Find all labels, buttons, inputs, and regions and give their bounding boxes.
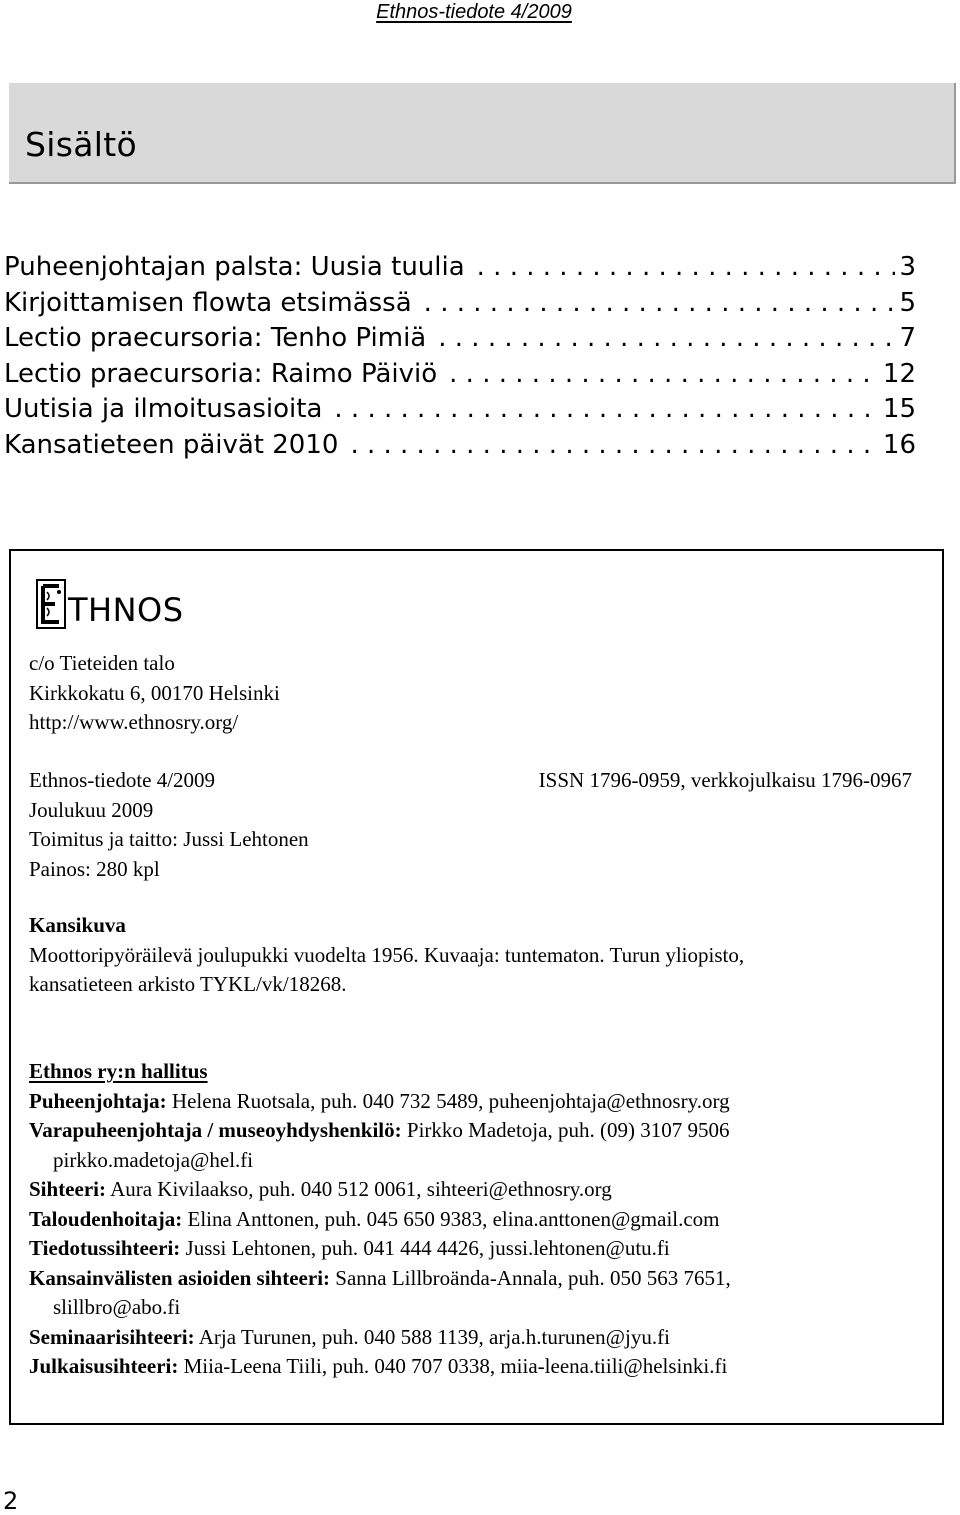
board-heading: Ethnos ry:n hallitus	[29, 1059, 208, 1083]
issn-line: ISSN 1796-0959, verkkojulkaisu 1796-0967	[538, 768, 912, 792]
toc-leader	[424, 286, 896, 322]
publication-info	[29, 766, 309, 884]
ethnos-logo-e-icon	[35, 578, 67, 630]
board-member: Puheenjohtaja: Helena Ruotsala, puh. 040 732 5489, puheenjohtaja@ethnosry.org	[29, 1088, 730, 1113]
board-list	[29, 1057, 929, 1382]
toc-leader	[449, 357, 879, 393]
board-member: Kansainvälisten asioiden sihteeri: Sanna Lillbroända-Annala, puh. 050 563 7651,	[29, 1265, 731, 1290]
ethnos-logo	[35, 574, 184, 630]
board-member: Varapuheenjohtaja / museoyhdyshenkilö: Pirkko Madetoja, puh. (09) 3107 9506	[29, 1118, 730, 1142]
publication-line: Toimitus ja taitto: Jussi Lehtonen	[29, 827, 309, 851]
board-member: Taloudenhoitaja: Elina Anttonen, puh. 045 650 9383, elina.anttonen@gmail.com	[29, 1206, 720, 1231]
toc-item-title: Lectio praecursoria: Raimo Päiviö	[4, 358, 438, 389]
ethnos-logo-word: THNOS	[68, 591, 184, 629]
toc-leader	[438, 321, 895, 357]
cover-text: Moottoripyöräilevä joulupukki vuodelta 1956. Kuvaaja: tuntematon. Turun yliopisto,	[29, 942, 745, 967]
board-member: Julkaisusihteeri: Miia-Leena Tiili, puh. 040 707 0338, miia-leena.tiili@helsinki.fi	[29, 1354, 728, 1378]
toc-leader	[350, 428, 878, 464]
toc-item-title: Kansatieteen päivät 2010	[4, 429, 339, 460]
publication-line: Painos: 280 kpl	[29, 856, 160, 881]
board-member: Tiedotussihteeri: Jussi Lehtonen, puh. 041 444 4426, jussi.lehtonen@utu.fi	[29, 1236, 670, 1260]
publication-line: Joulukuu 2009	[29, 797, 154, 822]
toc-item-title: Kirjoittamisen flowta etsimässä	[4, 287, 412, 318]
contents-title-box	[9, 83, 956, 184]
page-number: 2	[3, 1487, 19, 1515]
toc-item-title: Puheenjohtajan palsta: Uusia tuulia	[4, 252, 465, 282]
toc-item-page: 5	[899, 287, 916, 318]
board-member-cont: pirkko.madetoja@hel.fi	[53, 1147, 254, 1172]
toc-item-page: 15	[882, 394, 916, 424]
toc-item-page: 12	[882, 358, 916, 389]
board-member: Seminaarisihteeri: Arja Turunen, puh. 040 588 1139, arja.h.turunen@jyu.fi	[29, 1324, 670, 1349]
toc-leader	[477, 250, 896, 286]
publication-line: Ethnos-tiedote 4/2009	[29, 768, 216, 792]
table-of-contents	[4, 250, 916, 463]
toc-item-title: Uutisia ja ilmoitusasioita	[4, 394, 323, 424]
toc-item[interactable]	[4, 321, 916, 357]
toc-item-page: 16	[882, 429, 916, 460]
address-line: Kirkkokatu 6, 00170 Helsinki	[29, 680, 280, 705]
board-member-cont: slillbro@abo.fi	[53, 1295, 181, 1319]
toc-item[interactable]	[4, 250, 916, 286]
contents-title: Sisältö	[25, 125, 137, 164]
toc-item-title: Lectio praecursoria: Tenho Pimiä	[4, 323, 427, 353]
address-line: c/o Tieteiden talo	[29, 651, 175, 675]
toc-item[interactable]	[4, 392, 916, 428]
toc-item[interactable]	[4, 357, 916, 393]
toc-item-page: 7	[899, 323, 916, 353]
cover-info	[29, 911, 909, 1000]
cover-heading: Kansikuva	[29, 913, 126, 937]
board-member: Sihteeri: Aura Kivilaakso, puh. 040 512 0061, sihteeri@ethnosry.org	[29, 1177, 612, 1201]
running-header: Ethnos-tiedote 4/2009	[376, 1, 572, 23]
toc-item[interactable]	[4, 286, 916, 322]
toc-item[interactable]	[4, 428, 916, 464]
toc-item-page: 3	[899, 252, 916, 282]
address-block	[29, 649, 280, 738]
toc-leader	[334, 392, 879, 428]
website-link[interactable]: http://www.ethnosry.org/	[29, 710, 239, 734]
cover-text: kansatieteen arkisto TYKL/vk/18268.	[29, 972, 347, 996]
colophon-box	[9, 549, 944, 1425]
